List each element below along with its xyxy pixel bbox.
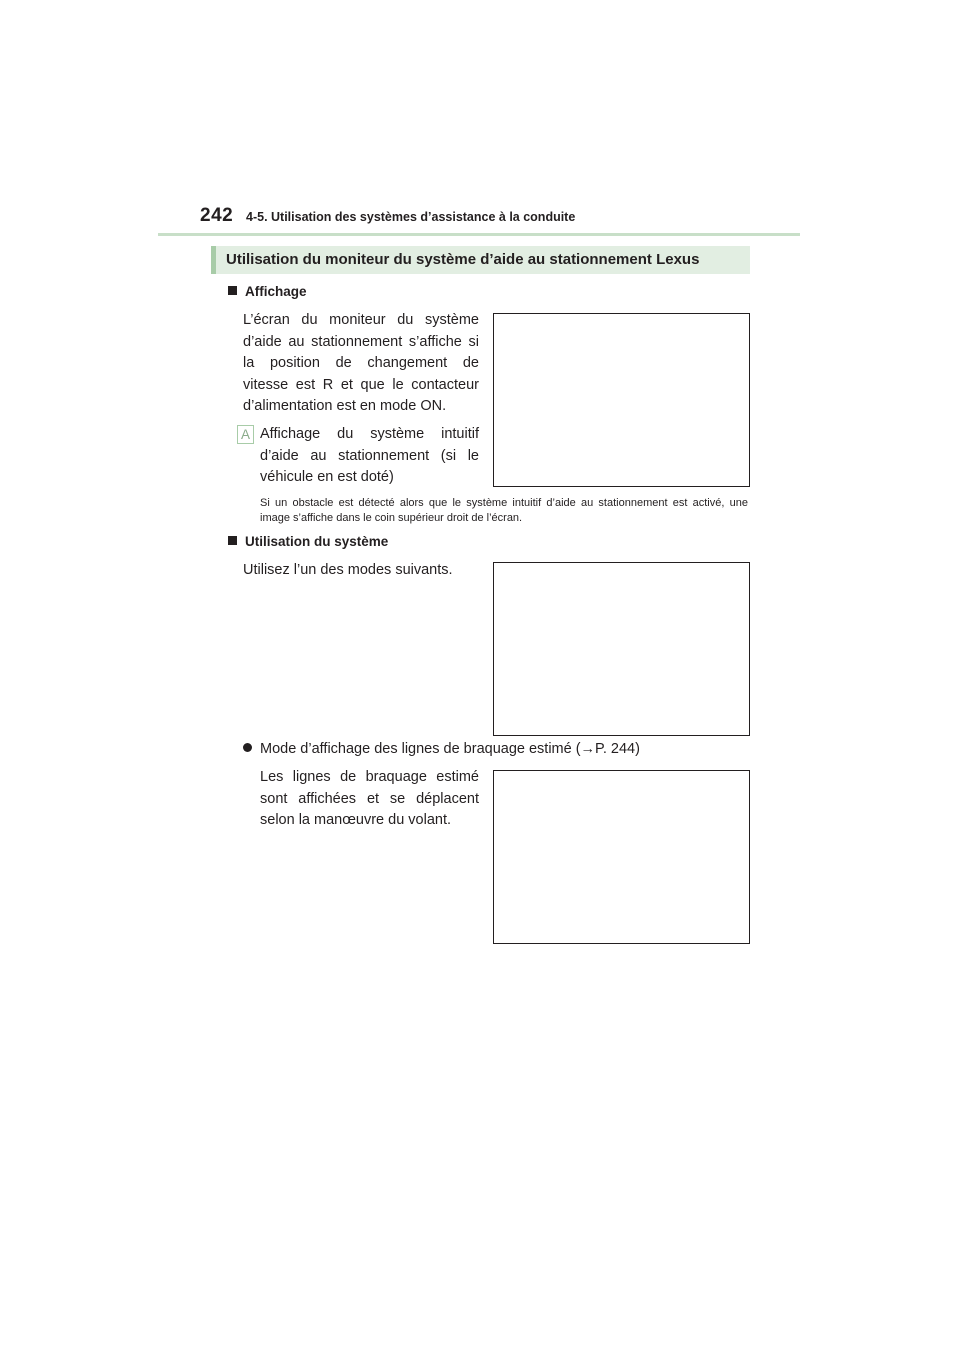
subheading-display-text: Affichage [245, 284, 307, 299]
chapter-title: 4-5. Utilisation des systèmes d’assistance à la conduite [246, 210, 576, 224]
subheading-display [228, 284, 307, 299]
bullet-dot-icon [243, 743, 252, 752]
square-bullet-icon [228, 286, 237, 295]
section-header: Utilisation du moniteur du système d’aide au stationnement Lexus [211, 246, 750, 274]
subheading-usage-text: Utilisation du système [245, 534, 389, 549]
usage-paragraph: Utilisez l’un des modes suivants. [243, 562, 453, 578]
display-note: Si un obstacle est détecté alors que le système intuitif d’aide au stationnement est activé, une image s’affiche dans le coin supérieur droit de l’écran. [260, 497, 748, 524]
display-screen-image [493, 313, 750, 487]
page-number: 242 [200, 205, 234, 226]
display-paragraph: L’écran du moniteur du système d’aide au stationnement s’affiche si la position de changement de vitesse est R et que le contacteur d’alimentation est en mode ON. [243, 312, 479, 414]
bullet-item [243, 739, 763, 761]
usage-screen-image [493, 562, 750, 736]
header-rule [158, 233, 800, 236]
bullet-item-text: Mode d’affichage des lignes de braquage estimé (→P. 244) [260, 741, 640, 757]
steering-lines-image [493, 770, 750, 944]
label-a-description: Affichage du système intuitif d’aide au stationnement (si le véhicule en est doté) [260, 426, 479, 485]
subheading-usage [228, 534, 388, 549]
label-a-icon: A [237, 425, 254, 444]
square-bullet-icon [228, 536, 237, 545]
bullet-paragraph: Les lignes de braquage estimé sont affichées et se déplacent selon la manœuvre du volant. [260, 769, 479, 828]
